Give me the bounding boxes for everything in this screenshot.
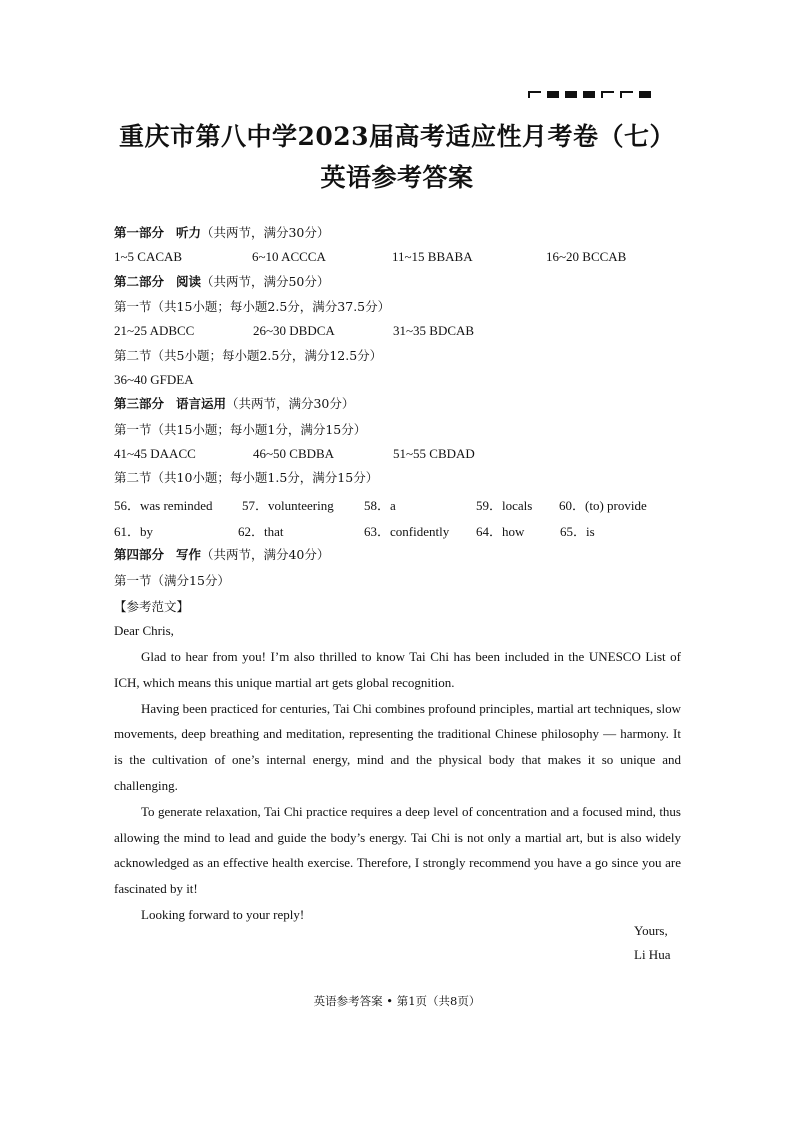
page-subtitle: 英语参考答案 xyxy=(320,163,474,192)
part3-section1: 第一节（共15小题；每小题1分，满分15分） xyxy=(114,422,367,437)
letter-salutation: Dear Chris, xyxy=(114,623,174,638)
page-marker-bars xyxy=(528,91,651,99)
essay-paragraph: Glad to hear from you! I’m also thrilled to know Tai Chi has been included in the UNESCO List of ICH, which means this unique martial art gets global recognition. xyxy=(114,649,681,690)
page-footer: 英语参考答案 • 第1页（共8页） xyxy=(313,994,481,1008)
answer-key-page: 重庆市第八中学2023届高考适应性月考卷（七） 英语参考答案 第一部分 听力（共两节，满分30分） 1~5 CACAB 6~10 ACCCA 11~15 BBABA 16~20 BCCAB 第二部分 阅读（共两节，满分50分） 第一节（共15小题；每小题2.5分，满分37.5分） 21~25 ADBCC 26~30 DBDCA 31~35 BDCAB 第二节（共5小题；每小题2.5分，满分12.5分） 36~40 GFDEA 第三部分 语言运用（共两节，满分30分） 第一节（共15小题；每小题1分，满分15分） 41~45 DAACC 46~50 CBDBA 51~55 CBDAD 第二节（共10小题；每小题1.5分，满分15分） 56．was reminded 57．volunteering 58．a 59．locals 60．(to) provide 61．by 62．that 63．confidently 64．how 65．is 第四部分 写作（共两节，满分40分） 第一节（满分15分） 【参考范文】 Dear Chris, Glad to hear from you! I’m also thrilled to know Tai Chi has been included in the UNESCO List of ICH, which means this unique martial art gets global recognition. Having been practiced for centuries, Tai Chi combines profound principles, martial art techniques, slow movements, deep breathing and meditation, representing the traditional Chinese philosophy — harmony. It is the cultivation of one’s internal energy, mind and the physical body that makes it so unique and challenging. To generate relaxation, Tai Chi practice requires a deep level of concentration and a focused mind, thus allowing the mind to lead and guide the body’s energy. Tai Chi is not only a martial art, but is also widely acknowledged as an effective health exercise. Therefore, I strongly recommend you have a go since you are fascinated by it! Looking forward to your reply! Yours, Li Hua 英语参考答案 • 第1页（共8页） xyxy=(0,0,794,1123)
essay-paragraph: Looking forward to your reply! xyxy=(141,906,305,922)
part2-section1: 第一节（共15小题；每小题2.5分，满分37.5分） xyxy=(114,299,391,314)
part4-section1: 第一节（满分15分） xyxy=(114,573,230,588)
essay-paragraph: To generate relaxation, Tai Chi practice requires a deep level of concentration and a focused mind, thus allowing the mind to lead and guide the body’s energy. Tai Chi is not only a martial art, but is also widely acknowledged as an effective health exercise. Therefore, I strongly recommend you have a go since you are fascinated by it! xyxy=(114,803,681,897)
part3-section2: 第二节（共10小题；每小题1.5分，满分15分） xyxy=(114,470,379,485)
part3-heading: 第三部分 语言运用（共两节，满分30分） xyxy=(114,396,355,411)
part2-heading: 第二部分 阅读（共两节，满分50分） xyxy=(114,274,330,289)
page-title: 重庆市第八中学2023届高考适应性月考卷（七） xyxy=(118,122,676,151)
essay-paragraph: Having been practiced for centuries, Tai Chi combines profound principles, martial art techniques, slow movements, deep breathing and meditation, representing the traditional Chinese philosophy — harmony. It is the cultivation of one’s internal energy, mind and the physical body that makes it so unique and challenging. xyxy=(114,700,681,793)
sample-essay-body xyxy=(114,644,681,928)
sample-essay-label: 【参考范文】 xyxy=(114,599,190,614)
part4-heading: 第四部分 写作（共两节，满分40分） xyxy=(114,547,330,562)
part2-section2: 第二节（共5小题；每小题2.5分，满分12.5分） xyxy=(114,348,383,363)
part1-heading: 第一部分 听力（共两节，满分30分） xyxy=(114,225,330,240)
letter-signature: Li Hua xyxy=(634,947,671,962)
letter-closing: Yours, xyxy=(634,923,668,938)
